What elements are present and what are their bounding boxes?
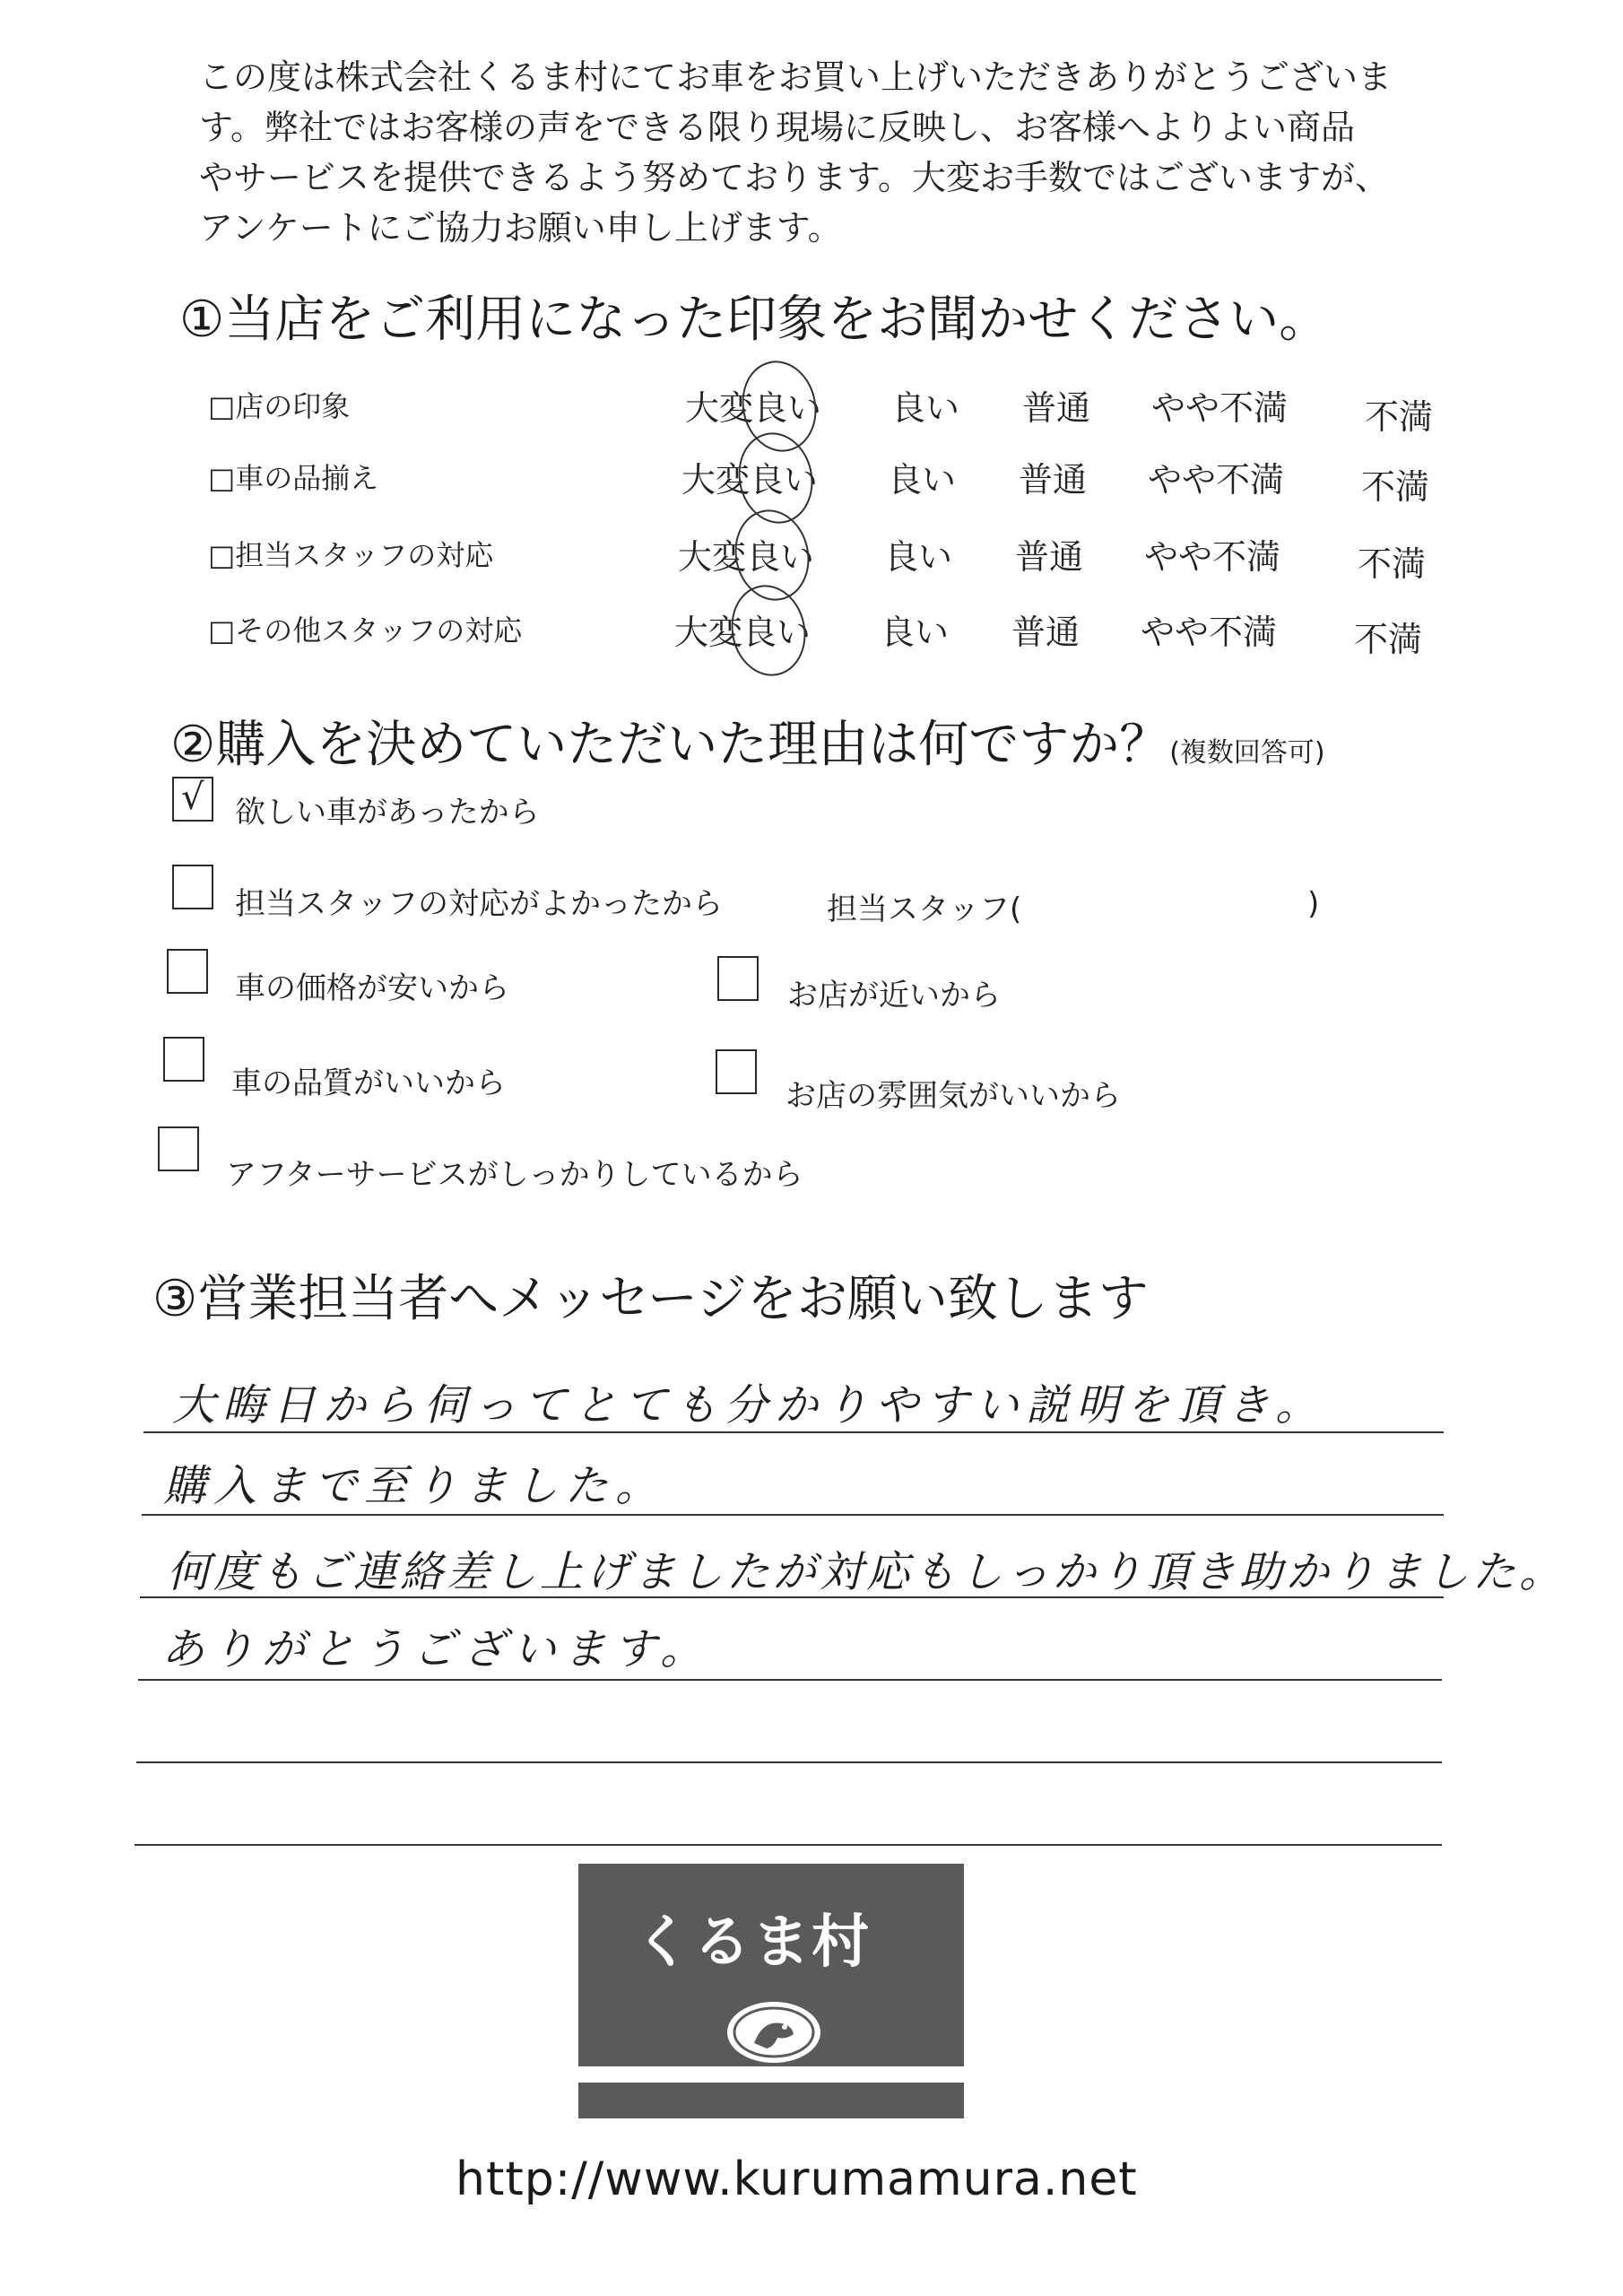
option-normal[interactable]: 普通 [1011,613,1081,652]
check-mark-icon: √ [181,777,204,818]
checkbox-store-nearby[interactable] [717,956,759,1001]
option-dissatisfied[interactable]: 不満 [1358,544,1427,584]
checkbox-label: 担当スタッフの対応がよかったから [235,886,723,922]
message-line-3: 何度もご連絡差し上げましたが対応もしっかり頂き助かりました。 [167,1547,1567,1597]
option-good[interactable]: 良い [884,537,953,577]
q1-row-label: □担当スタッフの対応 [208,538,494,572]
option-somewhat-dissatisfied[interactable]: やや不満 [1151,388,1289,428]
q1-row-label: □車の品揃え [208,461,379,495]
checkbox-after-service[interactable] [158,1126,199,1171]
option-very-good[interactable]: 大変良い [678,529,814,578]
intro-line-2: す。弊社ではお客様の声をできる限り現場に反映し、お客様へよりよい商品 [199,108,1355,147]
option-good[interactable]: 良い [891,388,960,428]
message-line [135,1844,1442,1846]
q1-row-label: □その他スタッフの対応 [208,613,523,648]
checkbox-wanted-car[interactable] [172,777,213,822]
option-dissatisfied[interactable]: 不満 [1354,620,1423,659]
option-normal[interactable]: 普通 [1019,460,1088,500]
checkbox-label: 欲しい車があったから [235,795,540,831]
q1-row-label: □店の印象 [208,389,351,423]
q1-row-car-selection [208,447,1463,507]
logo-text: くるま村 [634,1909,871,1976]
logo-band [578,2066,964,2083]
selection-circle [723,578,813,683]
option-very-good[interactable]: 大変良い [674,604,811,654]
option-dissatisfied[interactable]: 不満 [1365,397,1434,437]
message-line-1: 大晦日から伺ってとても分かりやすい説明を頂き。 [172,1380,1326,1431]
checkbox-low-price[interactable] [167,949,208,994]
checkbox-car-quality[interactable] [163,1037,204,1082]
intro-line-3: やサービスを提供できるよう努めております。大変お手数ではございますが、 [199,158,1389,197]
option-good[interactable]: 良い [888,460,957,500]
q1-row-other-staff-response [208,599,1463,659]
option-good[interactable]: 良い [881,613,950,652]
checkbox-label: お店の雰囲気がいいから [785,1078,1121,1114]
q1-row-staff-response [208,524,1463,584]
intro-text [199,52,1472,253]
message-line [142,1514,1444,1516]
checkbox-label: アフターサービスがしっかりしているから [226,1157,803,1193]
checkbox-staff-response[interactable] [172,865,213,909]
message-line [136,1761,1442,1763]
website-url[interactable]: http://www.kurumamura.net [456,2152,1138,2206]
q2-heading: ②購入を決めていただいた理由は何ですか？(複数回答可) [170,716,1325,774]
option-somewhat-dissatisfied[interactable]: やや不満 [1144,537,1281,577]
checkbox-label: お店が近いから [787,978,1001,1013]
mascot-icon [720,1996,828,2066]
option-normal[interactable]: 普通 [1022,388,1091,428]
checkbox-label: 車の価格が安いから [235,970,509,1006]
q2-note: (複数回答可) [1169,737,1325,769]
option-somewhat-dissatisfied[interactable]: やや不満 [1148,460,1285,500]
staff-name-label: 担当スタッフ( [827,891,1022,927]
q3-heading: ③営業担当者へメッセージをお願い致します [152,1270,1149,1328]
option-very-good[interactable]: 大変良い [681,452,818,501]
kurumamura-logo [578,1864,964,2118]
intro-line-1: この度は株式会社くるま村にてお車をお買い上げいただきありがとうございま [199,57,1393,97]
message-line-2: 購入まで至りました。 [163,1461,666,1511]
option-normal[interactable]: 普通 [1015,537,1084,577]
option-dissatisfied[interactable]: 不満 [1361,467,1430,507]
q1-row-store-impression [208,375,1463,437]
q1-heading: ①当店をご利用になった印象をお聞かせください。 [179,291,1330,349]
option-somewhat-dissatisfied[interactable]: やや不満 [1141,613,1278,652]
message-line [138,1679,1442,1681]
checkbox-store-atmosphere[interactable] [716,1049,757,1094]
checkbox-label: 車の品質がいいから [231,1065,506,1101]
intro-line-4: アンケートにご協力お願い申し上げます。 [199,208,842,248]
option-very-good[interactable]: 大変良い [685,380,821,430]
staff-name-close: ) [1307,886,1320,922]
message-line-4: ありがとうございます。 [161,1624,711,1674]
